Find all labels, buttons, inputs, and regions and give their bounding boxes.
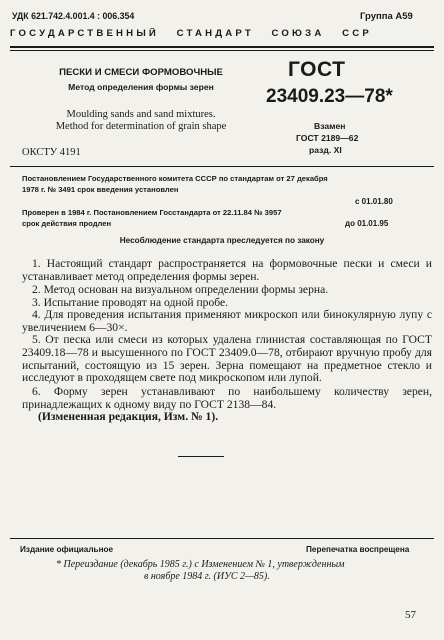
decree-line2: 1978 г. № 3491 срок введения установлен: [22, 185, 179, 194]
standard-title: ГОСУДАРСТВЕННЫЙ СТАНДАРТ СОЮЗА ССР: [10, 28, 372, 39]
title-rule: [10, 166, 434, 167]
footer-rule: [10, 538, 434, 539]
replaces-label: Взамен: [314, 121, 346, 131]
header-rule-top: [10, 46, 434, 48]
revision-note: (Измененная редакция, Изм. № 1).: [38, 410, 219, 423]
gost-label: ГОСТ: [288, 58, 346, 81]
footnote-line1: * Переиздание (декабрь 1985 г.) с Изменением № 1, утвержденным: [56, 559, 345, 570]
paragraph-6: 6. Форму зерен устанавливают по наибольшему количеству зерен, принадлежащих к одному виду по ГОСТ 2138—84.: [22, 385, 432, 411]
decree-date-extended: до 01.01.95: [345, 219, 389, 228]
law-warning: Несоблюдение стандарта преследуется по закону: [119, 236, 325, 245]
gost-number: 23409.23—78*: [266, 86, 393, 107]
paragraph-5: 5. От песка или смеси из которых удалена глинистая составляющая по ГОСТ 23409.18—78 и высушенного по ГОСТ 23409.0—78, отбирают вручную пробу для испытаний, состоящую из 15 зерен. Зерна помещают на предметное стекло и исследуют в проходящем свете под микроскопом или лупой.: [22, 333, 432, 385]
okstu-code: ОКСТУ 4191: [22, 147, 81, 158]
page-number: 57: [405, 609, 416, 621]
decree-line4: срок действия продлен: [22, 219, 112, 228]
paragraph-4: 4. Для проведения испытания применяют микроскоп или бинокулярную лупу с увеличением 6—30×.: [22, 308, 432, 334]
footnote-line2: в ноябре 1984 г. (ИУС 2—85).: [144, 571, 270, 582]
replaces-section: разд. XI: [309, 145, 342, 155]
official-edition: Издание официальное: [20, 545, 114, 554]
title-en-line2: Method for determination of grain shape: [55, 121, 227, 132]
title-ru-line1: ПЕСКИ И СМЕСИ ФОРМОВОЧНЫЕ: [59, 67, 223, 78]
decree-date-introduced: с 01.01.80: [355, 197, 393, 206]
group-code: Группа А59: [360, 11, 413, 22]
decree-line1: Постановлением Государственного комитета СССР по стандартам от 27 декабря: [22, 174, 328, 183]
title-en-line1: Moulding sands and sand mixtures.: [66, 109, 216, 120]
paragraph-1: 1. Настоящий стандарт распространяется на формовочные пески и смеси и устанавливает метод определения формы зерен.: [22, 257, 432, 283]
udk-code: УДК 621.742.4.001.4 : 006.354: [12, 11, 135, 21]
replaces-number: ГОСТ 2189—62: [296, 133, 359, 143]
section-divider: [178, 456, 224, 457]
header-rule-bottom: [10, 50, 434, 51]
reprint-prohibited: Перепечатка воспрещена: [306, 545, 410, 554]
title-ru-line2: Метод определения формы зерен: [68, 82, 214, 92]
decree-line3: Проверен в 1984 г. Постановлением Госстандарта от 22.11.84 № 3957: [22, 208, 282, 217]
paragraph-2: 2. Метод основан на визуальном определении формы зерна.: [32, 283, 329, 296]
paragraph-3: 3. Испытание проводят на одной пробе.: [32, 296, 229, 309]
